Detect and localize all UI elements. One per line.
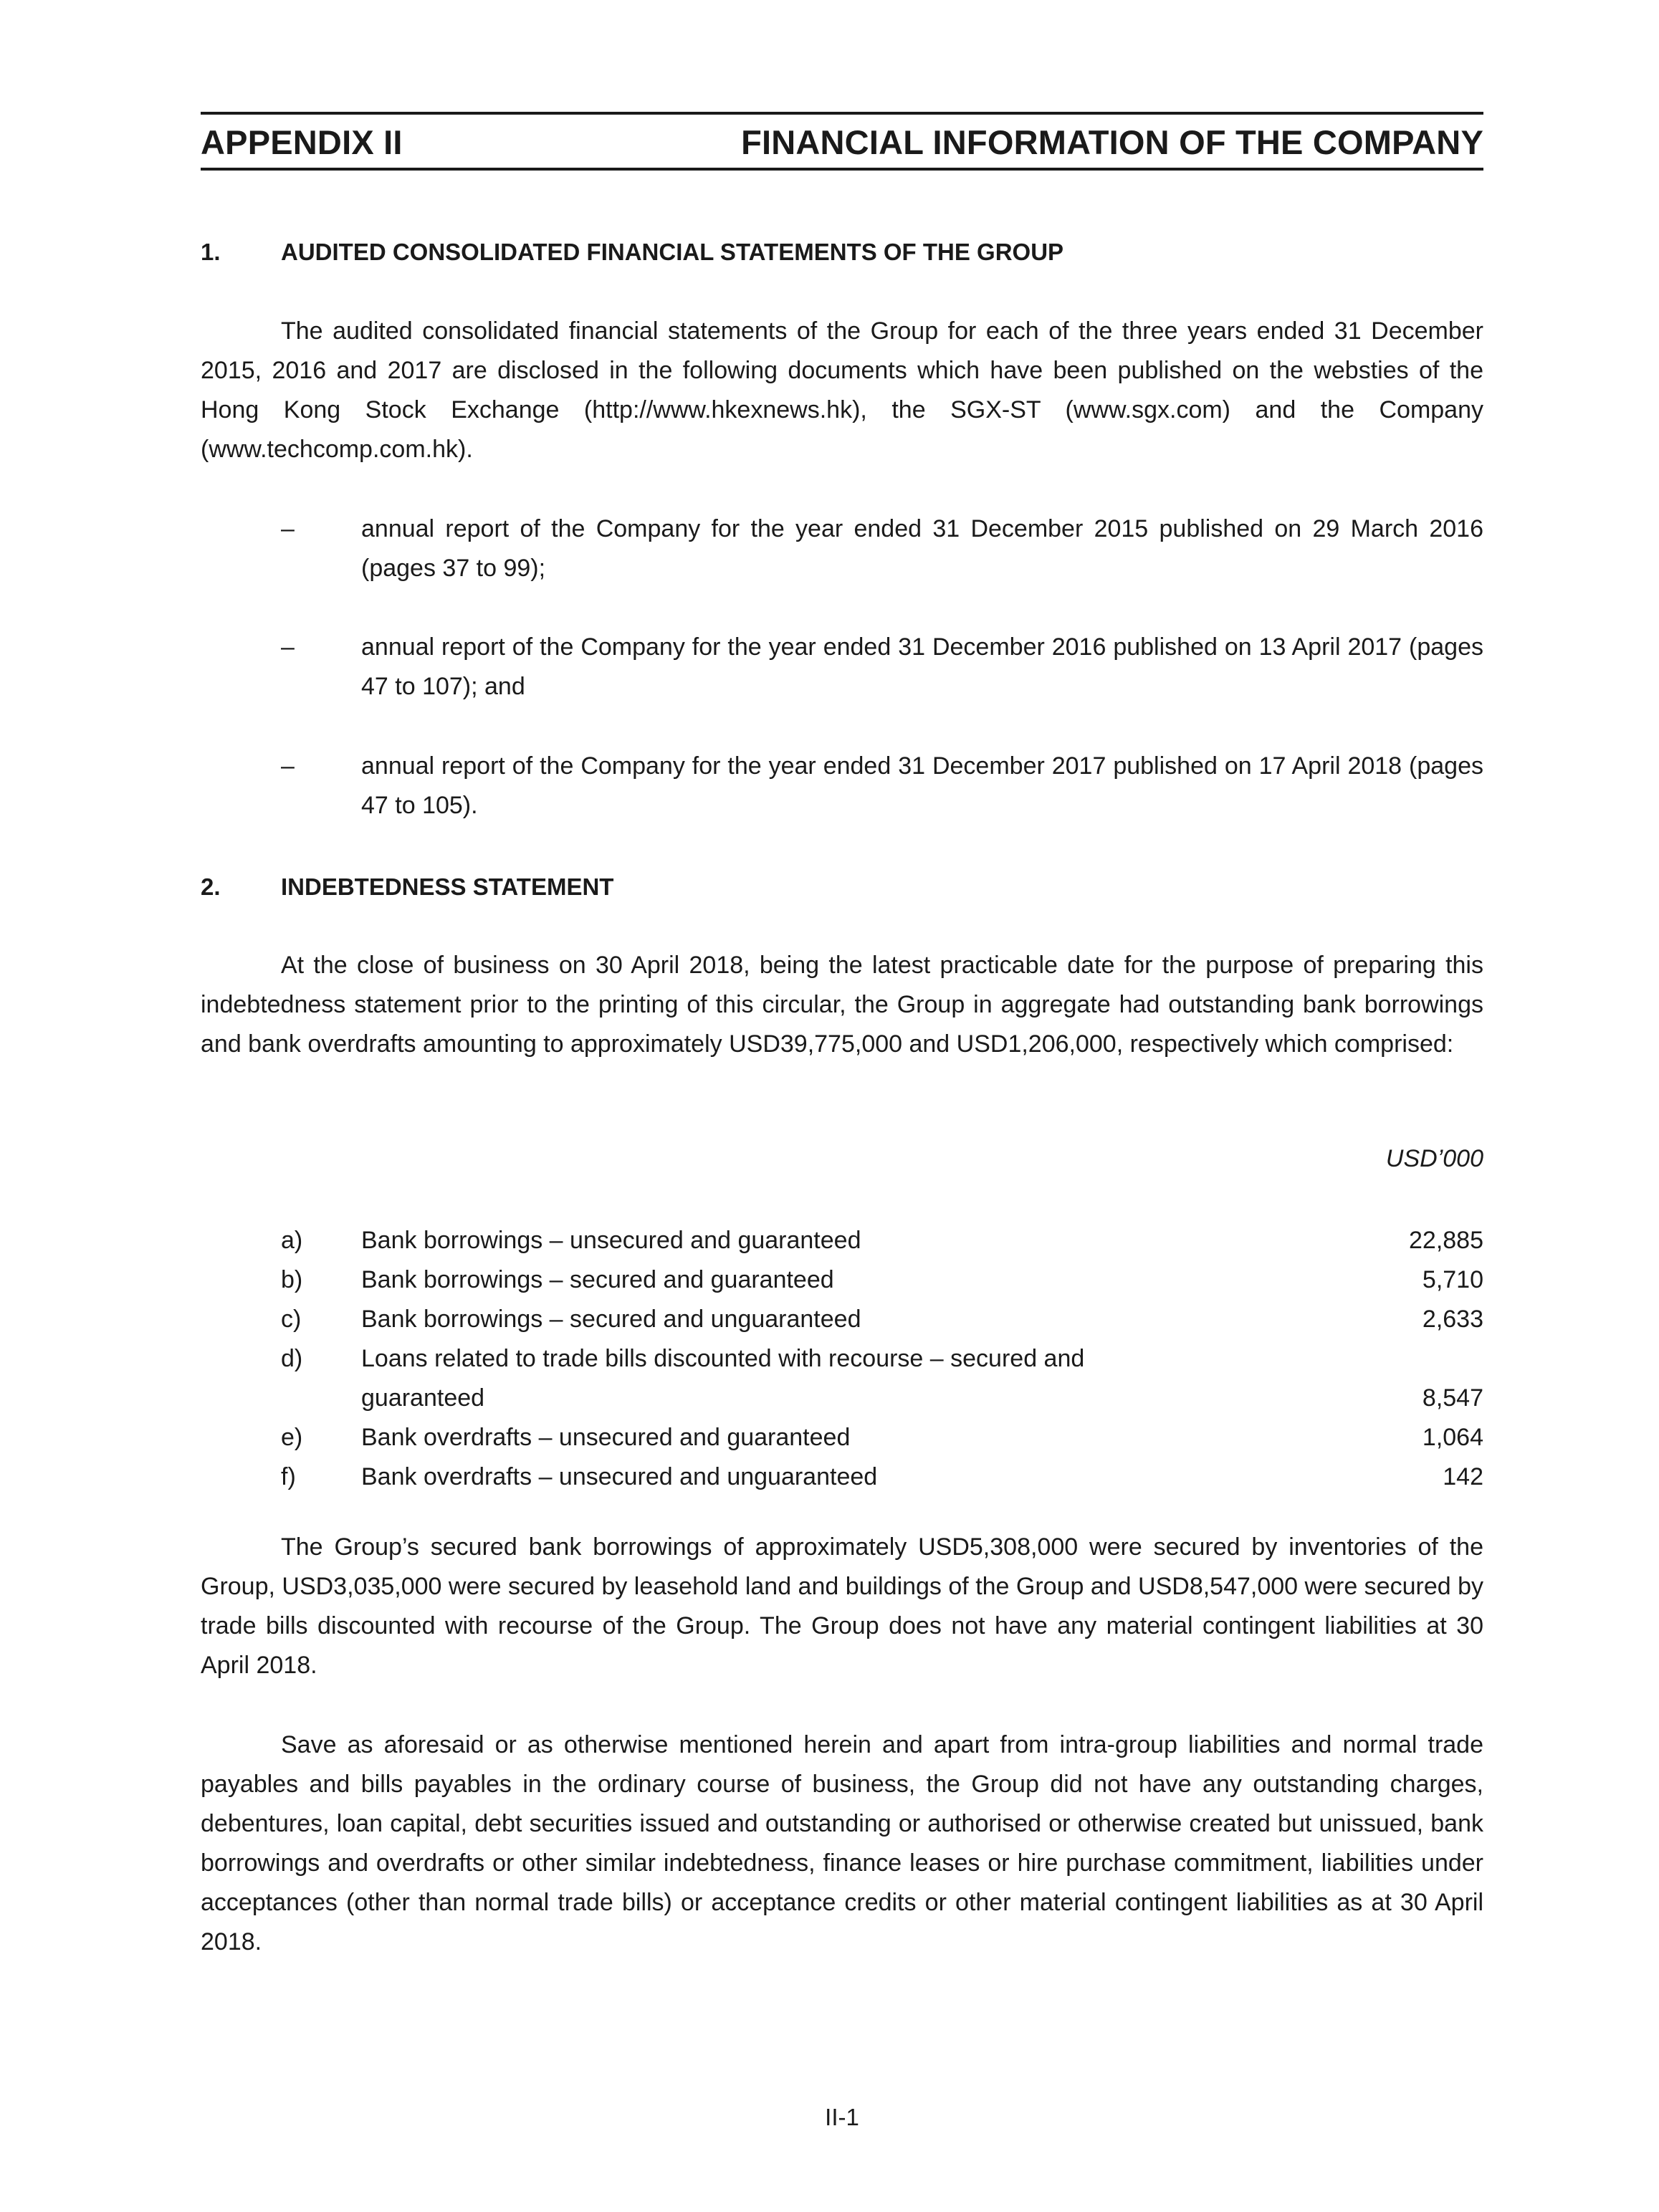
row-letter: a) xyxy=(281,1227,303,1254)
row-amount: 8,547 xyxy=(1422,1384,1483,1412)
bullet-text: annual report of the Company for the year ended 31 December 2016 published on 13 April 2017 (pages 47 to 107); and xyxy=(361,633,1483,700)
bullet-item xyxy=(281,747,1483,825)
section-1-title: AUDITED CONSOLIDATED FINANCIAL STATEMENTS OF THE GROUP xyxy=(281,239,1064,265)
indebtedness-table xyxy=(281,1221,1483,1497)
table-row xyxy=(281,1221,1483,1260)
row-amount: 142 xyxy=(1443,1463,1483,1490)
appendix-label: APPENDIX II xyxy=(201,123,403,161)
row-amount: 5,710 xyxy=(1422,1266,1483,1293)
table-row xyxy=(281,1260,1483,1300)
row-description: Bank overdrafts – unsecured and unguaranteed xyxy=(361,1463,878,1490)
row-letter: d) xyxy=(281,1345,303,1372)
page-header xyxy=(201,120,1483,163)
table-row xyxy=(281,1300,1483,1339)
page-number: II-1 xyxy=(825,2104,859,2130)
bullet-item xyxy=(281,628,1483,707)
table-row xyxy=(281,1418,1483,1457)
row-amount: 1,064 xyxy=(1422,1424,1483,1451)
row-description: Bank borrowings – unsecured and guaranteed xyxy=(361,1227,861,1254)
row-amount: 2,633 xyxy=(1422,1306,1483,1333)
bullet-text: annual report of the Company for the year ended 31 December 2015 published on 29 March 2016 (pages 37 to 99); xyxy=(361,515,1483,582)
header-title: FINANCIAL INFORMATION OF THE COMPANY xyxy=(741,123,1483,161)
row-description: Bank borrowings – secured and unguaranteed xyxy=(361,1306,861,1333)
row-description: Bank borrowings – secured and guaranteed xyxy=(361,1266,834,1293)
bullet-dash: – xyxy=(281,752,295,780)
row-letter: c) xyxy=(281,1306,302,1333)
bullet-dash: – xyxy=(281,515,295,542)
secured-borrowings-paragraph: The Group’s secured bank borrowings of approximately USD5,308,000 were secured by inventories of the Group, USD3,035,000 were secured by leasehold land and buildings of the Group and USD8,547,000 were secured by trade bills discounted with recourse of the Group. The Group does not have any material contingent liabilities at 30 April 2018. xyxy=(201,1533,1483,1679)
row-description: Loans related to trade bills discounted with recourse – secured and guaranteed xyxy=(361,1345,1085,1412)
row-letter: f) xyxy=(281,1463,296,1490)
currency-unit-label: USD’000 xyxy=(1385,1145,1483,1172)
document-page xyxy=(201,0,1483,2212)
row-letter: b) xyxy=(281,1266,303,1293)
table-row xyxy=(281,1457,1483,1497)
section-1-number: 1. xyxy=(201,239,221,265)
table-row xyxy=(281,1339,1483,1418)
save-as-aforesaid-paragraph: Save as aforesaid or as otherwise mentioned herein and apart from intra-group liabilities and normal trade payables and bills payables in the ordinary course of business, the Group did not have any outstanding charges, debentures, loan capital, debt securities issued and outstanding or authorised or otherwise created but unissued, bank borrowings and overdrafts or other similar indebtedness, finance leases or hire purchase commitment, liabilities under acceptances (other than normal trade bills) or acceptance credits or other material contingent liabilities as at 30 April 2018. xyxy=(201,1731,1483,1955)
section-2-intro: At the close of business on 30 April 2018, being the latest practicable date for the purpose of preparing this indebtedness statement prior to the printing of this circular, the Group in aggregate had outstanding bank borrowings and bank overdrafts amounting to approximately USD39,775,000 and USD1,206,000, respectively which comprised: xyxy=(201,952,1483,1058)
section-2-heading xyxy=(201,873,1483,901)
row-amount: 22,885 xyxy=(1409,1227,1483,1254)
bullet-dash: – xyxy=(281,633,295,661)
section-1-intro: The audited consolidated financial statements of the Group for each of the three years ended 31 December 2015, 2016 and 2017 are disclosed in the following documents which have been published on the websties of the Hong Kong Stock Exchange (http://www.hkexnews.hk), the SGX-ST (www.sgx.com) and the Company (www.techcomp.com.hk). xyxy=(201,317,1483,463)
section-2-number: 2. xyxy=(201,873,221,900)
section-2-title: INDEBTEDNESS STATEMENT xyxy=(281,873,614,900)
bullet-text: annual report of the Company for the year ended 31 December 2017 published on 17 April 2018 (pages 47 to 105). xyxy=(361,752,1483,819)
header-bottom-rule xyxy=(201,168,1483,171)
bullet-item xyxy=(281,509,1483,588)
row-description: Bank overdrafts – unsecured and guaranteed xyxy=(361,1424,851,1451)
section-1-heading xyxy=(201,239,1483,266)
row-letter: e) xyxy=(281,1424,303,1451)
header-top-rule xyxy=(201,112,1483,115)
